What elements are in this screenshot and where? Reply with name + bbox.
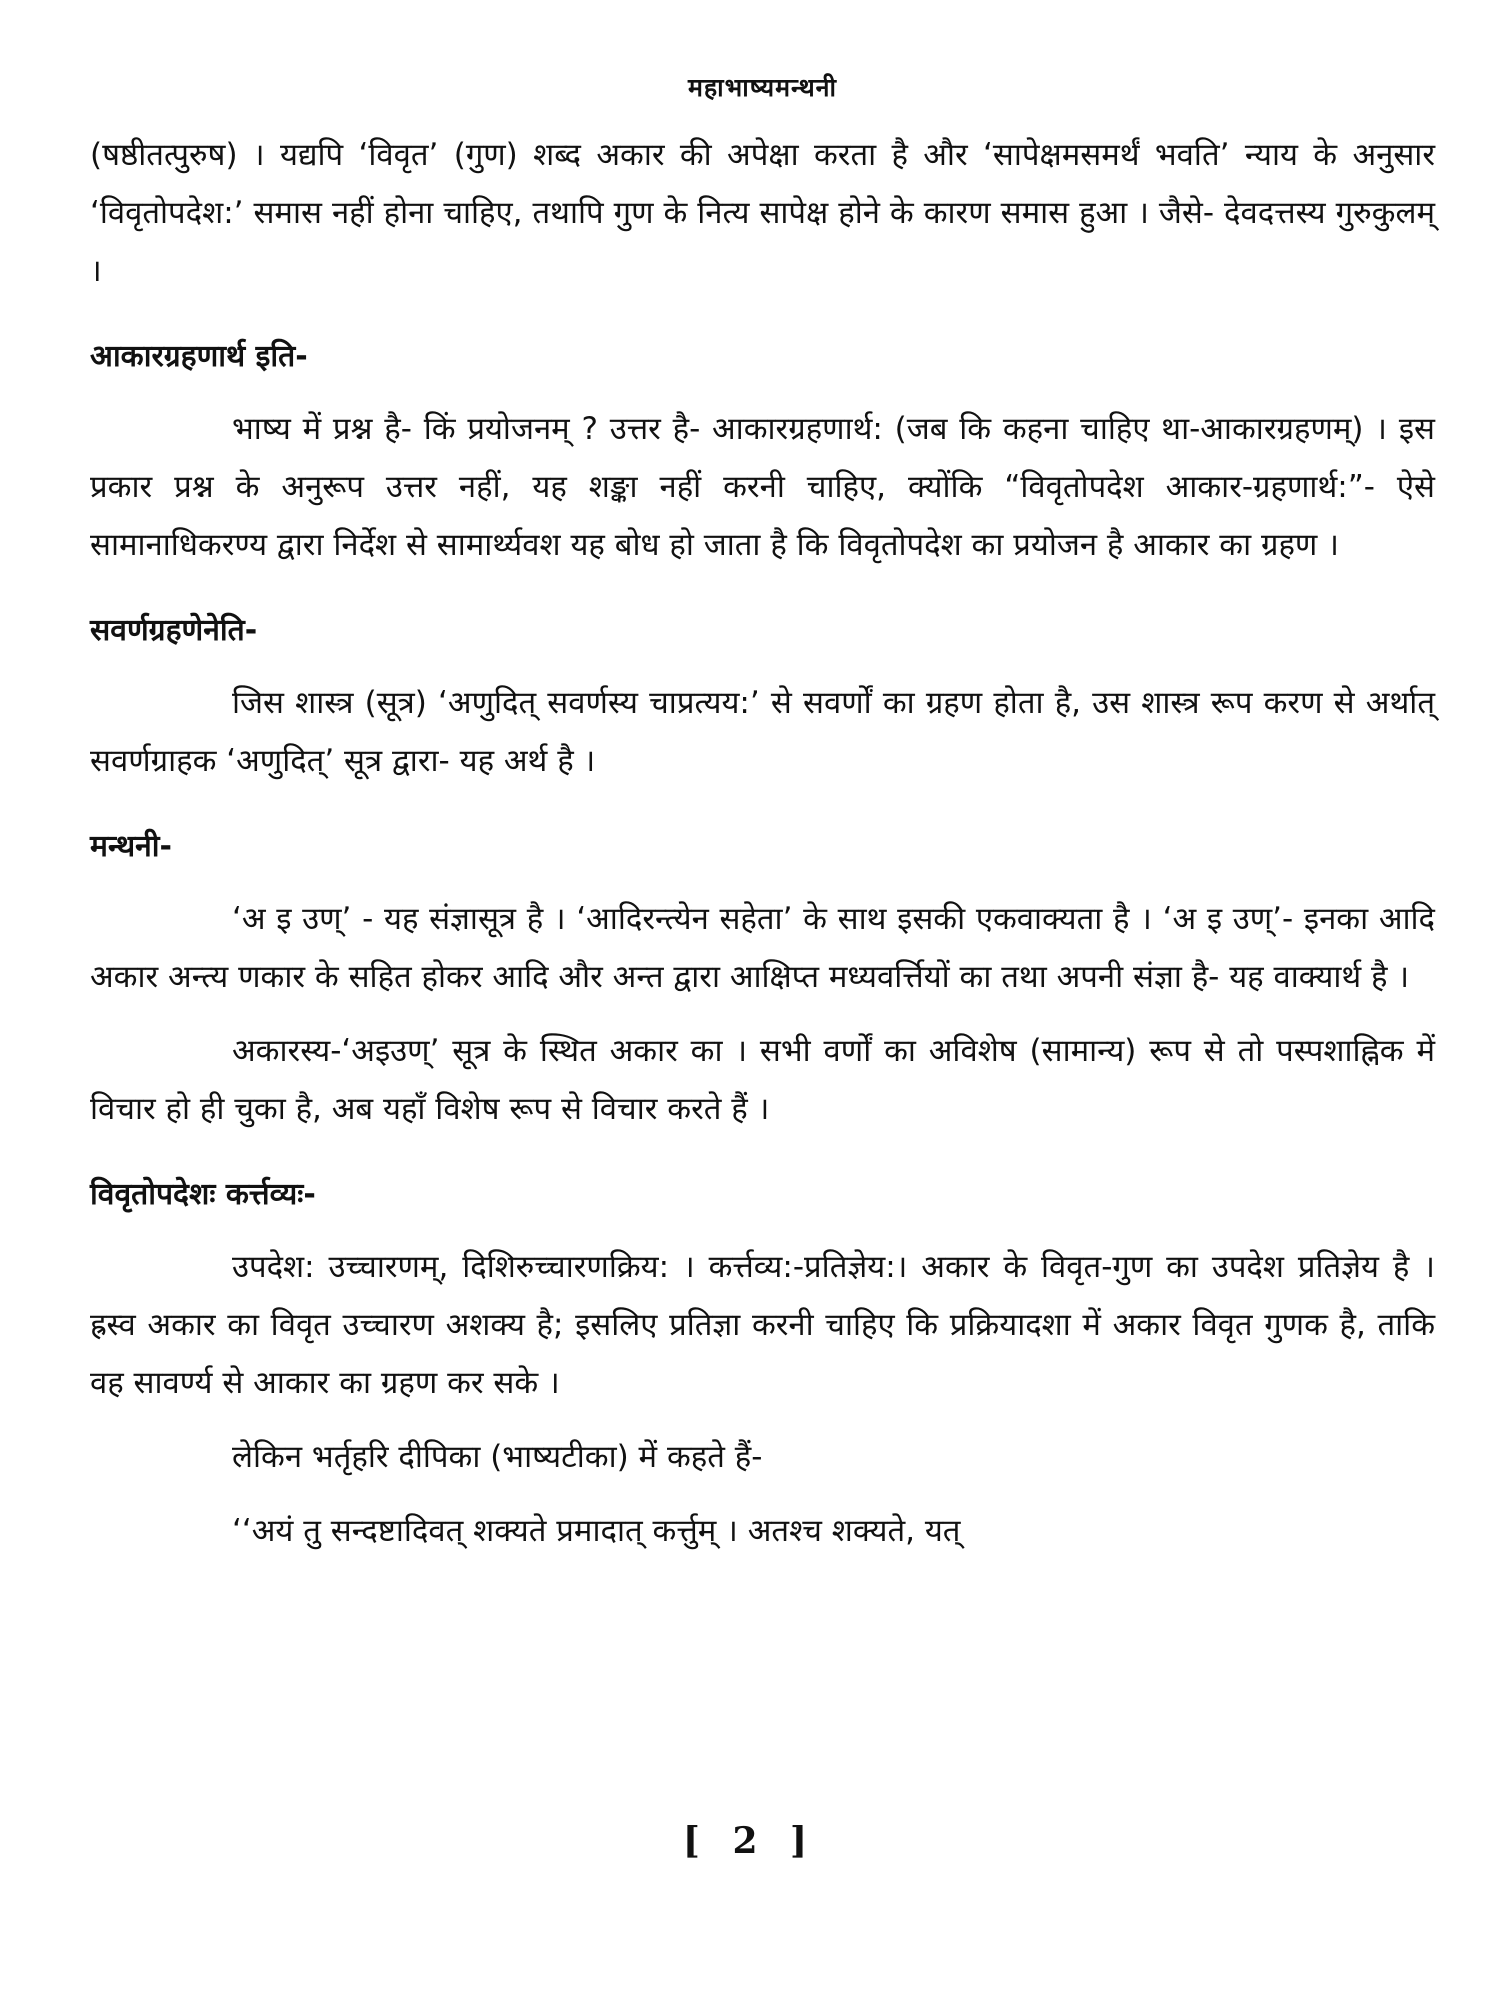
paragraph-gap <box>90 1006 1435 1022</box>
paragraph-5: अकारस्य-‘अइउण्’ सूत्र के स्थित अकार का । सभी वर्णों का अविशेष (सामान्य) रूप से तो पस्पशाह्निक में विचार हो ही चुका है, अब यहाँ विशेष रूप से विचार करते हैं । <box>90 1033 1435 1127</box>
paragraph-2: भाष्य में प्रश्न है- किं प्रयोजनम् ? उत्तर है- आकारग्रहणार्थ: (जब कि कहना चाहिए था-आकारग्रहणम्) । इस प्रकार प्रश्न के अनुरूप उत्तर नहीं, यह शङ्का नहीं करनी चाहिए, क्योंकि “विवृतोपदेश आकार-ग्रहणार्थ:”- ऐसे सामानाधिकरण्य द्वारा निर्देश से सामार्थ्यवश यह बोध हो जाता है कि विवृतोपदेश का प्रयोजन है आकार का ग्रहण । <box>90 411 1435 563</box>
section-heading-savarnagrahanena: सवर्णग्रहणेनेति- <box>90 613 258 648</box>
page-number: [ 2 ] <box>682 1820 818 1862</box>
paragraph-6: उपदेश: उच्चारणम्, दिशिरुच्चारणक्रिय: । कर्त्तव्य:-प्रतिज्ञेय:। अकार के विवृत-गुण का उपदेश प्रतिज्ञेय है । ह्रस्व अकार का विवृत उच्चारण अशक्य है; इसलिए प्रतिज्ञा करनी चाहिए कि प्रक्रियादशा में अकार विवृत गुणक है, ताकि वह सावर्ण्य से आकार का ग्रहण कर सके । <box>90 1249 1435 1401</box>
paragraph-3: जिस शास्त्र (सूत्र) ‘अणुदित् सवर्णस्य चाप्रत्यय:’ से सवर्णों का ग्रहण होता है, उस शास्त्र रूप करण से अर्थात् सवर्णग्राहक ‘अणुदित्’ सूत्र द्वारा- यह अर्थ है । <box>90 685 1435 779</box>
paragraph-1: (षष्ठीतत्पुरुष) । यद्यपि ‘विवृत’ (गुण) शब्द अकार की अपेक्षा करता है और ‘सापेक्षमसमर्थं भवति’ न्याय के अनुसार ‘विवृतोपदेश:’ समास नहीं होना चाहिए, तथापि गुण के नित्य सापेक्ष होने के कारण समास हुआ । जैसे- देवदत्तस्य गुरुकुलम् । <box>90 137 1435 289</box>
section-heading-vivritopadesha: विवृतोपदेशः कर्त्तव्यः- <box>90 1177 316 1212</box>
page-body <box>90 70 1435 1560</box>
paragraph-4: ‘अ इ उण्’ - यह संज्ञासूत्र है । ‘आदिरन्त्येन सहेता’ के साथ इसकी एकवाक्यता है । ‘अ इ उण्’- इनका आदि अकार अन्त्य णकार के सहित होकर आदि और अन्त द्वारा आक्षिप्त मध्यवर्त्तियों का तथा अपनी संज्ञा है- यह वाक्यार्थ है । <box>90 901 1435 995</box>
section-heading-akaragrahanartha: आकारग्रहणार्थ इति- <box>90 339 308 374</box>
paragraph-8: ‘‘अयं तु सन्दष्टादिवत् शक्यते प्रमादात् कर्त्तुम् । अतश्च शक्यते, यत् <box>232 1513 961 1549</box>
paragraph-7: लेकिन भर्तृहरि दीपिका (भाष्यटीका) में कहते हैं- <box>232 1439 763 1475</box>
running-head: महाभाष्यमन्थनी <box>687 73 838 102</box>
paragraph-gap <box>90 1412 1435 1428</box>
section-heading-manthani: मन्थनी- <box>90 829 172 864</box>
paragraph-gap <box>90 1486 1435 1502</box>
